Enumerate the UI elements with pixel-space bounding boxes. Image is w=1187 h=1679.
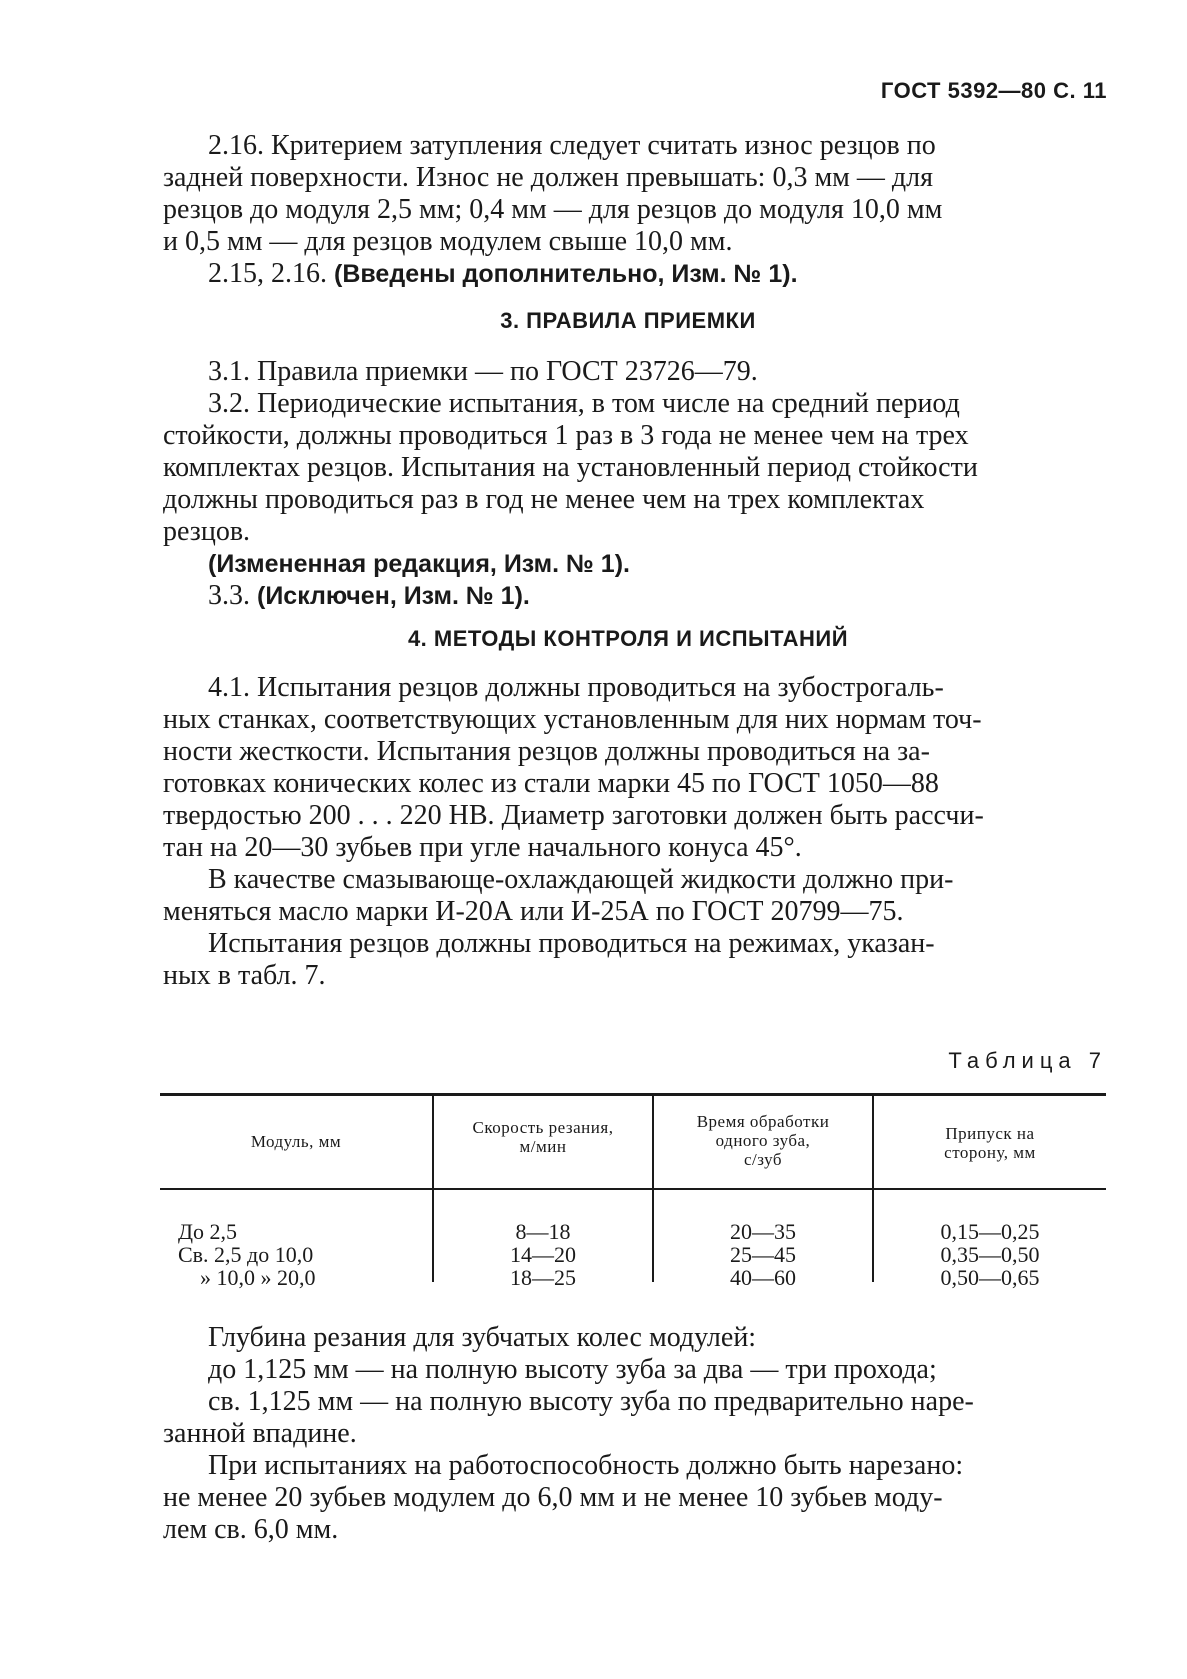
text-line: ных станках, соответствующих установленным для них нормам точ- <box>163 704 982 735</box>
table-cell: 0,35—0,50 <box>940 1242 1040 1267</box>
text-line: не менее 20 зубьев модулем до 6,0 мм и не менее 10 зубьев моду- <box>163 1482 943 1513</box>
amendment-note <box>163 258 1093 290</box>
header-line: м/мин <box>519 1137 567 1156</box>
table-cell: Св. 2,5 до 10,0 <box>178 1242 314 1267</box>
text-line: 3.2. Периодические испытания, в том числе на средний период <box>208 388 960 419</box>
header-line: сторону, мм <box>944 1143 1036 1162</box>
text-line: 4.1. Испытания резцов должны проводиться на зубострогаль- <box>208 672 944 703</box>
text-line: занной впадине. <box>163 1418 357 1449</box>
table-cell: 25—45 <box>730 1242 796 1267</box>
text-line: меняться масло марки И-20А или И-25А по ГОСТ 20799—75. <box>163 896 904 927</box>
text-line: задней поверхности. Износ не должен превышать: 0,3 мм — для <box>163 162 933 193</box>
table-cell: » 10,0 » 20,0 <box>200 1265 316 1290</box>
text-line: резцов. <box>163 516 251 547</box>
column-speed <box>434 1220 652 1289</box>
text-line: стойкости, должны проводиться 1 раз в 3 года не менее чем на трех <box>163 420 969 451</box>
text-line: лем св. 6,0 мм. <box>163 1514 339 1545</box>
text-line: резцов до модуля 2,5 мм; 0,4 мм — для резцов до модуля 10,0 мм <box>163 194 943 225</box>
text-line: ных в табл. 7. <box>163 960 326 991</box>
header-line: одного зуба, <box>715 1131 811 1150</box>
table-cell: 20—35 <box>730 1219 796 1244</box>
text-line: св. 1,125 мм — на полную высоту зуба по предварительно наре- <box>208 1386 974 1417</box>
column-allowance <box>874 1220 1106 1289</box>
table-cell: 40—60 <box>730 1265 796 1290</box>
table-cell: До 2,5 <box>178 1219 238 1244</box>
section-4-body <box>163 672 1093 992</box>
column-time <box>654 1220 872 1289</box>
text-line: Глубина резания для зубчатых колес модулей: <box>208 1322 757 1353</box>
column-module <box>178 1220 428 1289</box>
note-prefix: 3.3. <box>208 580 250 611</box>
paragraph-3-3 <box>163 580 1093 612</box>
section-3-body <box>163 356 1093 612</box>
text-line: ности жесткости. Испытания резцов должны проводиться на за- <box>163 736 930 767</box>
after-table-text <box>163 1322 1093 1546</box>
text-line: до 1,125 мм — на полную высоту зуба за два — три прохода; <box>208 1354 937 1385</box>
header-speed <box>434 1118 652 1156</box>
section-4-heading: 4. МЕТОДЫ КОНТРОЛЯ И ИСПЫТАНИЙ <box>407 626 849 651</box>
header-line: Скорость резания, <box>472 1118 614 1137</box>
table-caption: Таблица 7 <box>948 1048 1107 1073</box>
table-cell: 8—18 <box>515 1219 571 1244</box>
amendment-note: (Измененная редакция, Изм. № 1). <box>208 550 630 578</box>
text-line: тан на 20—30 зубьев при угле начального конуса 45°. <box>163 832 802 863</box>
text-line: 2.16. Критерием затупления следует считать износ резцов по <box>208 130 936 161</box>
paragraph-3-1: 3.1. Правила приемки — по ГОСТ 23726—79. <box>208 356 758 387</box>
text-line: Испытания резцов должны проводиться на режимах, указан- <box>208 928 935 959</box>
header-line: Время обработки <box>696 1112 830 1131</box>
table-cell: 0,15—0,25 <box>940 1219 1040 1244</box>
section-3-heading: 3. ПРАВИЛА ПРИЕМКИ <box>500 308 756 333</box>
text-line: При испытаниях на работоспособность должно быть нарезано: <box>208 1450 964 1481</box>
header-line: Припуск на <box>945 1124 1035 1143</box>
text-line: В качестве смазывающе-охлаждающей жидкости должно при- <box>208 864 954 895</box>
table-cell: 18—25 <box>510 1265 576 1290</box>
text-line: и 0,5 мм — для резцов модулем свыше 10,0 мм. <box>163 226 733 257</box>
table-top-rule <box>160 1093 1106 1096</box>
header-time <box>654 1112 872 1169</box>
header-line: с/зуб <box>743 1150 783 1169</box>
note-bold: (Введены дополнительно, Изм. № 1). <box>334 260 798 288</box>
text-line: готовках конических колес из стали марки 45 по ГОСТ 1050—88 <box>163 768 939 799</box>
text-line: твердостью 200 . . . 220 НВ. Диаметр заготовки должен быть рассчи- <box>163 800 984 831</box>
text-line: должны проводиться раз в год не менее чем на трех комплектах <box>163 484 925 515</box>
note-bold: (Исключен, Изм. № 1). <box>257 582 530 610</box>
header-allowance <box>874 1124 1106 1162</box>
note-prefix: 2.15, 2.16. <box>208 258 327 289</box>
paragraph-2-16 <box>163 130 1093 290</box>
table-cell: 0,50—0,65 <box>940 1265 1040 1290</box>
page-header: ГОСТ 5392—80 С. 11 <box>880 78 1107 103</box>
table-cell: 14—20 <box>510 1242 576 1267</box>
text-line: комплектах резцов. Испытания на установленный период стойкости <box>163 452 978 483</box>
table-header-rule <box>160 1188 1106 1190</box>
header-module: Модуль, мм <box>250 1132 342 1151</box>
